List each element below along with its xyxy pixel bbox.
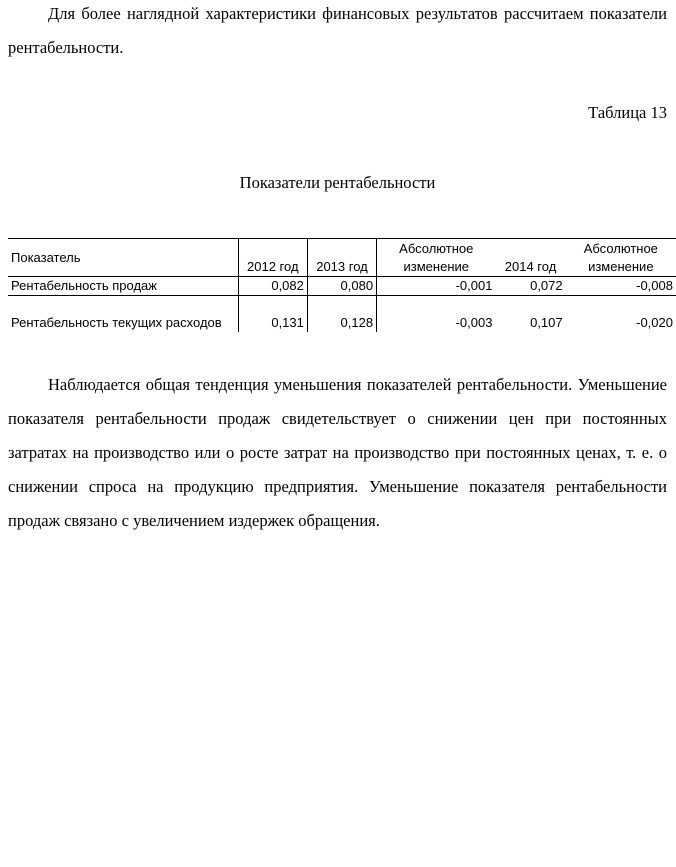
cell-abs-change-2: -0,020 — [636, 315, 673, 330]
cell-2014: 0,107 — [530, 315, 563, 330]
intro-paragraph: Для более наглядной характеристики финансовых результатов рассчитаем показатели рентабельности. — [8, 4, 667, 57]
cell-2013: 0,128 — [307, 296, 376, 333]
profitability-table — [8, 238, 676, 332]
cell-2013: 0,080 — [307, 277, 376, 296]
table-caption: Таблица 13 — [588, 103, 667, 122]
header-abs-change-2: Абсолютное изменение — [566, 239, 676, 277]
row-name: Рентабельность продаж — [8, 277, 238, 296]
header-2013: 2013 год — [307, 239, 376, 277]
conclusion-paragraph: Наблюдается общая тенденция уменьшения показателей рентабельности. Уменьшение показателя рентабельности продаж свидетельствует о снижении цен при постоянных затратах на производство или о росте затрат на производство при постоянных ценах, т. е. о снижении спроса на продукцию предприятия. Уменьшение показателя рентабельности продаж связано с увеличением издержек обращения. — [8, 375, 667, 530]
cell-2012: 0,131 — [238, 296, 307, 333]
header-abs-change-1: Абсолютное изменение — [377, 239, 496, 277]
cell-abs-change-2: -0,008 — [566, 277, 676, 296]
table-row — [8, 296, 676, 333]
header-2012: 2012 год — [238, 239, 307, 277]
header-indicator: Показатель — [8, 239, 238, 277]
row-name: Рентабельность текущих расходов — [11, 315, 222, 330]
cell-abs-change-1: -0,003 — [377, 296, 496, 333]
cell-2012: 0,082 — [238, 277, 307, 296]
header-2014: 2014 год — [495, 239, 565, 277]
table-title: Показатели рентабельности — [239, 173, 436, 192]
cell-2014: 0,072 — [495, 277, 565, 296]
cell-abs-change-1: -0,001 — [377, 277, 496, 296]
table-row — [8, 277, 676, 296]
table-header-row — [8, 239, 676, 277]
